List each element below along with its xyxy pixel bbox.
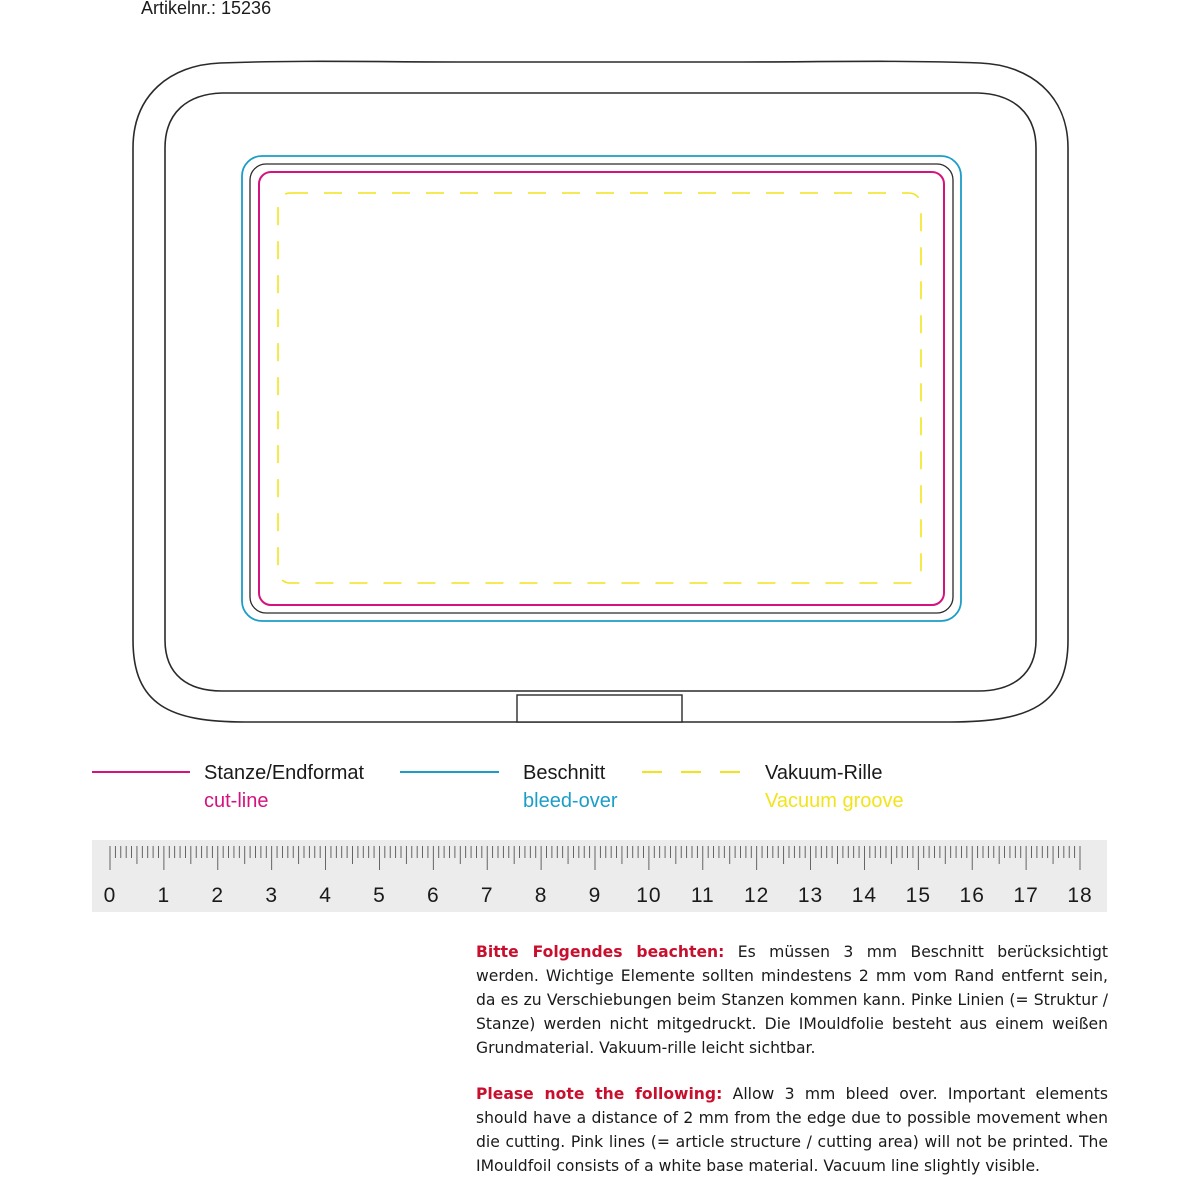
bleed-line xyxy=(242,156,961,621)
legend-cut-label: Stanze/Endformat xyxy=(204,762,365,784)
note-english-lead: Please note the following: xyxy=(476,1085,723,1103)
ruler-label: 17 xyxy=(1013,884,1039,907)
ruler-label: 8 xyxy=(534,884,548,907)
ruler-label: 16 xyxy=(959,884,985,907)
box-inner-outline xyxy=(165,93,1036,691)
ruler-label: 0 xyxy=(103,884,117,907)
ruler-label: 12 xyxy=(743,884,770,907)
ruler xyxy=(92,840,1107,912)
ruler-label: 2 xyxy=(211,884,225,907)
legend-bleed-sub: bleed-over xyxy=(523,790,618,812)
legend-bleed-label: Beschnitt xyxy=(523,762,606,784)
vacuum-groove xyxy=(278,193,921,583)
ruler-label: 9 xyxy=(588,884,602,907)
note-german xyxy=(476,940,1108,1060)
ruler-label: 5 xyxy=(373,884,386,907)
note-english-text: Allow 3 mm bleed over. Important elements should have a distance of 2 mm from the edge due to possible movement when die cutting. Pink lines (= article structure / cutting area) will not be printed. The IMouldfoil consists of a white base material. Vacuum line slightly visible. xyxy=(476,1085,1108,1175)
legend-cut-sub: cut-line xyxy=(204,790,269,812)
ruler-label: 18 xyxy=(1067,884,1093,907)
ruler-label: 13 xyxy=(797,884,824,907)
cut-line xyxy=(259,172,944,605)
article-number: Artikelnr.: 15236 xyxy=(141,0,272,18)
ruler-label: 15 xyxy=(905,884,932,907)
note-english xyxy=(476,1082,1108,1178)
ruler-label: 1 xyxy=(157,884,171,907)
ruler-label: 3 xyxy=(265,884,279,907)
ruler-label: 4 xyxy=(319,884,332,907)
ruler-scale xyxy=(92,840,1107,912)
note-german-lead: Bitte Folgendes beachten: xyxy=(476,943,725,961)
ruler-label: 11 xyxy=(690,884,715,907)
ruler-label: 7 xyxy=(480,884,494,907)
legend-vacuum-label: Vakuum-Rille xyxy=(765,762,883,784)
legend-vacuum-sub: Vacuum groove xyxy=(765,790,904,812)
label-area-outline xyxy=(250,164,953,613)
ruler-label: 10 xyxy=(636,884,662,907)
box-latch xyxy=(517,695,682,722)
box-outer-outline xyxy=(133,61,1068,722)
ruler-label: 6 xyxy=(426,884,440,907)
ruler-label: 14 xyxy=(851,884,878,907)
note-german-text: Es müssen 3 mm Beschnitt berücksichtigt werden. Wichtige Elemente sollten mindestens 2 mm vom Rand entfernt sein, da es zu Verschiebungen beim Stanzen kommen kann. Pinke Linien (= Struktur / Stanze) werden nicht mitgedruckt. Die IMouldfolie besteht aus einem weißen Grundmaterial. Vakuum-rille leicht sichtbar. xyxy=(476,943,1108,1057)
